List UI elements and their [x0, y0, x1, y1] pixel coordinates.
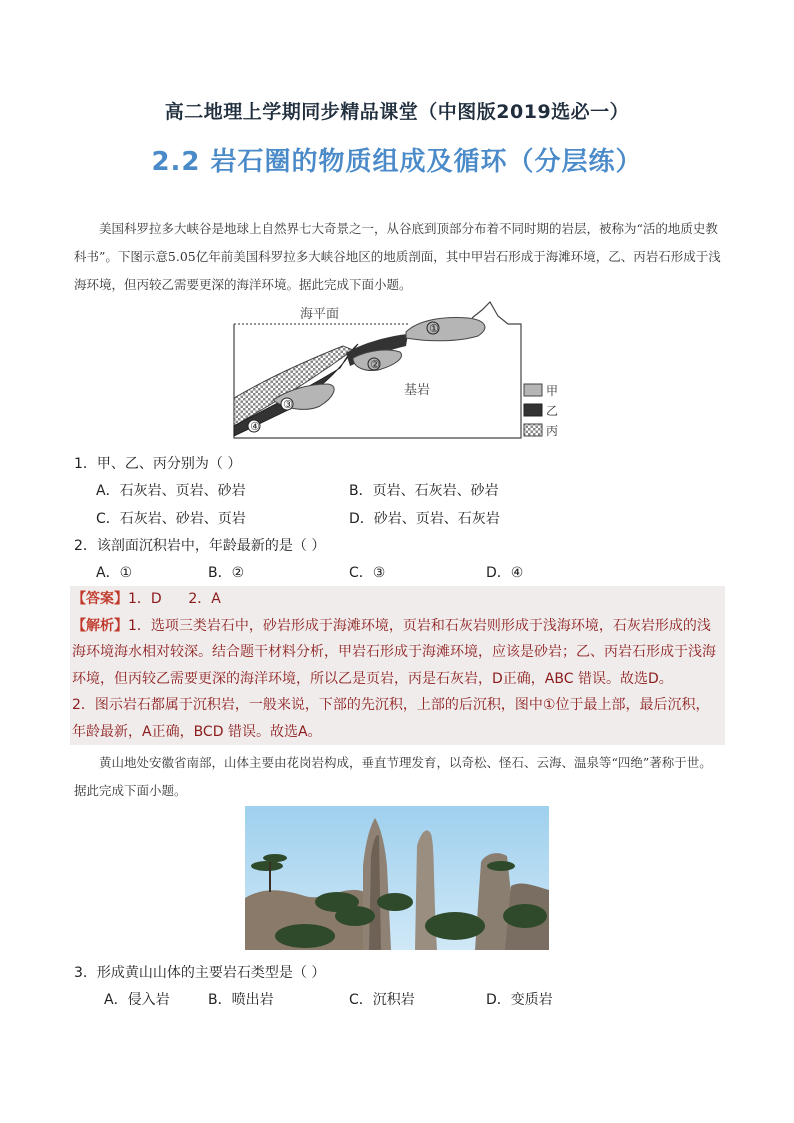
marker-1: ①: [429, 322, 439, 335]
sea-level-label: 海平面: [300, 307, 340, 322]
marker-3: ③: [283, 398, 293, 411]
question-2-option-c: C．③: [349, 565, 386, 581]
analysis-1-text: 1．选项三类岩石中，砂岩形成于海滩环境，页岩和石灰岩则形成于浅海环境，石灰岩形成的浅海环境海水相对较深。结合题干材料分析，甲岩石形成于海滩环境，应该是砂岩；乙、丙岩石形成于浅海环境，但丙较乙需要更深的海洋环境，所以乙是页岩，丙是石灰岩，D正确，ABC 错误。故选D。: [72, 617, 716, 687]
passage-grand-canyon: 美国科罗拉多大峡谷是地球上自然界七大奇景之一，从谷底到顶部分布着不同时期的岩层，被称为“活的地质史教科书”。下图示意5.05亿年前美国科罗拉多大峡谷地区的地质剖面，其中甲岩石形成于海滩环境，乙、丙岩石形成于浅海环境，但丙较乙需要更深的海洋环境。据此完成下面小题。: [74, 221, 721, 292]
legend-swatch-yi: [524, 404, 542, 416]
geologic-cross-section: [228, 298, 568, 442]
question-3-option-c: C．沉积岩: [349, 992, 415, 1008]
document-title: 高二地理上学期同步精品课堂（中图版2019选必一）: [164, 101, 630, 123]
question-2-option-d: D．④: [486, 565, 524, 581]
passage-huangshan: 黄山地处安徽省南部，山体主要由花岗岩构成，垂直节理发育，以奇松、怪石、云海、温泉等“四绝”著称于世。据此完成下面小题。: [74, 755, 712, 798]
huangshan-photo: [245, 806, 549, 950]
legend-label-bing: 丙: [546, 424, 559, 438]
question-1-option-a: A．石灰岩、页岩、砂岩: [96, 483, 246, 499]
marker-4: ④: [250, 420, 260, 433]
layer-jia-1: [406, 318, 485, 341]
legend-label-yi: 乙: [546, 404, 559, 418]
question-3-option-a: A．侵入岩: [104, 992, 170, 1008]
legend-swatch-bing: [524, 424, 542, 436]
legend-label-jia: 甲: [546, 384, 559, 398]
analysis-2: 2．图示岩石都属于沉积岩，一般来说，下部的先沉积，上部的后沉积，图中①位于最上部，最后沉积，年龄最新，A正确，BCD 错误。故选A。: [72, 697, 710, 740]
analysis-tag: 【解析】: [72, 617, 128, 634]
question-1-option-c: C．石灰岩、砂岩、页岩: [96, 511, 246, 527]
answer-text: 1．D 2．A: [128, 591, 221, 607]
document-subtitle: 2.2 岩石圈的物质组成及循环（分层练）: [151, 147, 643, 177]
question-2-option-a: A．①: [96, 565, 133, 581]
bedrock-label: 基岩: [404, 383, 431, 398]
diagram-legend: [524, 384, 558, 438]
marker-2: ②: [370, 358, 380, 371]
question-2-option-b: B．②: [208, 565, 245, 581]
question-3-stem: 3．形成黄山山体的主要岩石类型是（ ）: [74, 965, 326, 981]
layer-bing: [234, 346, 353, 426]
answer-line: [72, 586, 723, 613]
legend-swatch-jia: [524, 384, 542, 396]
question-1-option-d: D．砂岩、页岩、石灰岩: [349, 511, 500, 527]
answer-analysis-block: [70, 586, 725, 745]
answer-tag: 【答案】: [72, 591, 128, 607]
question-1-stem: 1．甲、乙、丙分别为（ ）: [74, 456, 242, 472]
analysis-1: [72, 613, 723, 693]
question-2-stem: 2．该剖面沉积岩中，年龄最新的是（ ）: [74, 538, 326, 554]
question-1-option-b: B．页岩、石灰岩、砂岩: [349, 483, 499, 499]
question-3-option-d: D．变质岩: [486, 992, 553, 1008]
question-3-option-b: B．喷出岩: [208, 992, 274, 1008]
